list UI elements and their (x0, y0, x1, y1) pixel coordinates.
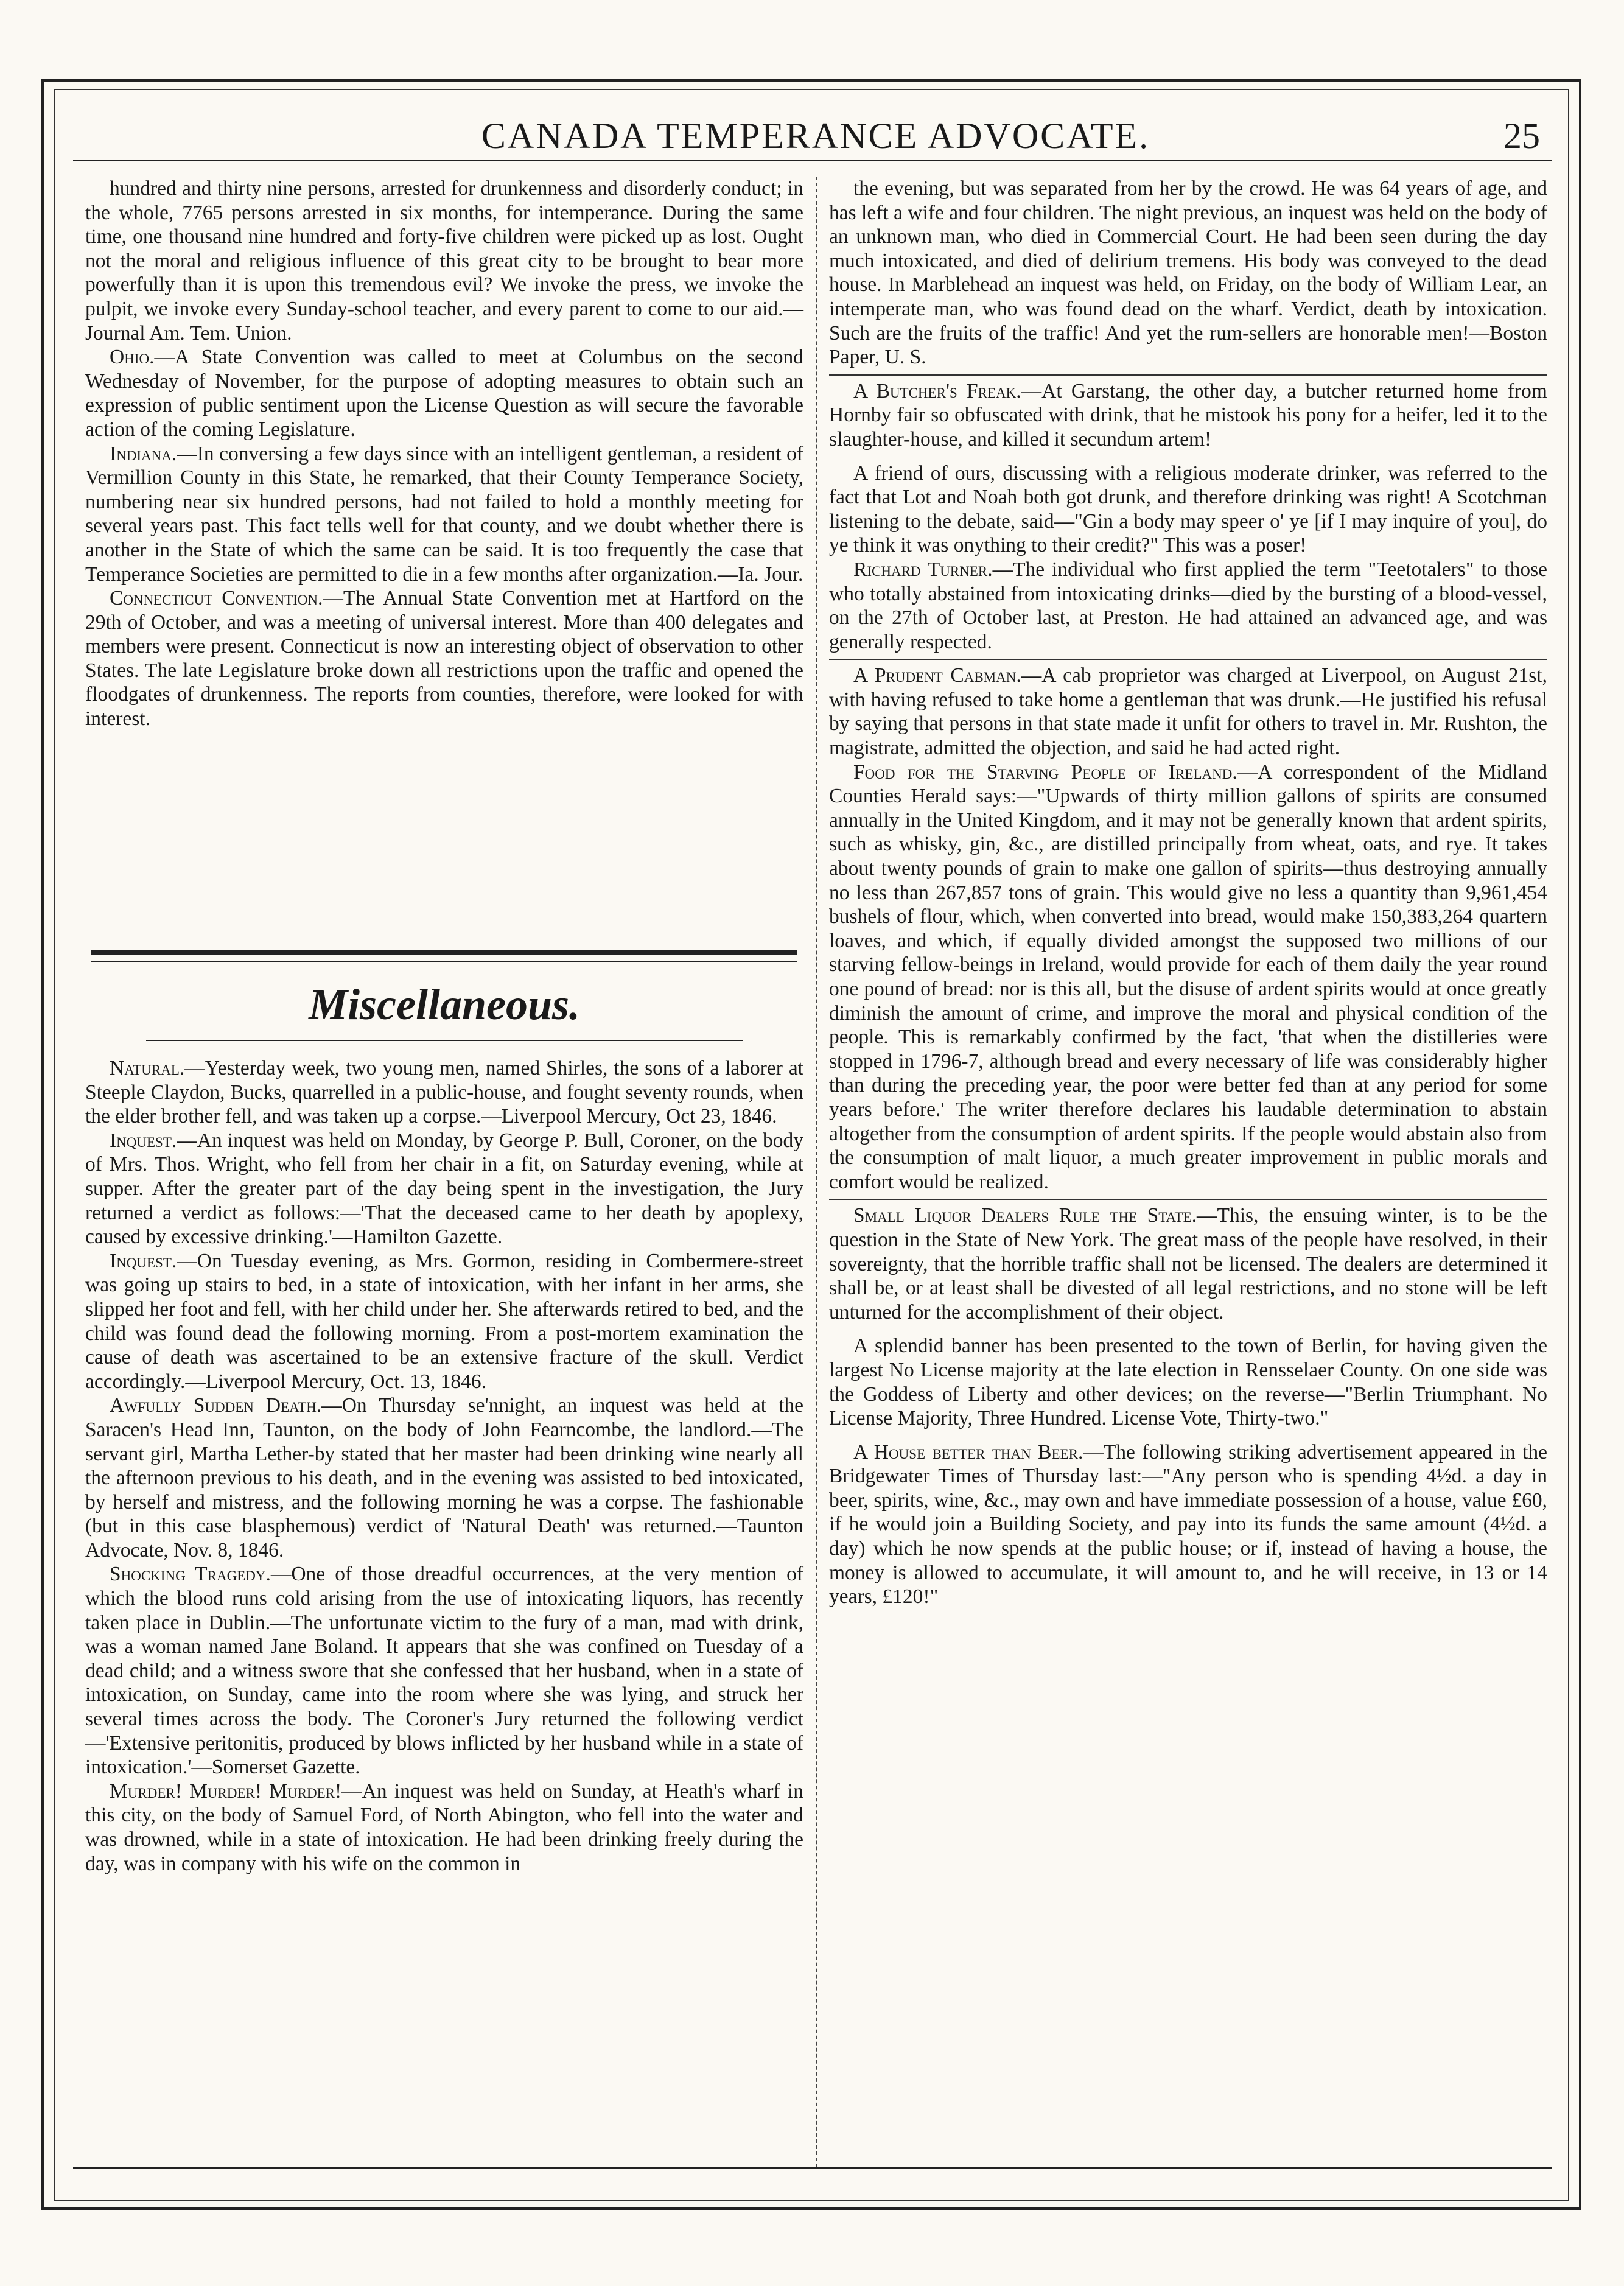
article-text: Yesterday week, two young men, named Shirles, the sons of a laborer at Steeple Claydon, Bucks, quarrelled in a public-house, and fought seventy rounds, when the elder brother fell, and was taken up a corpse.—Liverpool Mercury, Oct 23, 1846. (85, 1057, 803, 1128)
heading-underline (146, 1040, 743, 1041)
article-paragraph (85, 586, 803, 731)
article-text: the evening, but was separated from her by the crowd. He was 64 years of age, and has left a wife and four children. The night previous, an inquest was held on the body of an unknown man, who died in Commercial Court. He had been seen during the day much intoxicated, and died of delirium tremens. His body was conveyed to the dead house. In Marblehead an inquest was held, on Friday, on the body of William Lear, an intemperate man, who was found dead on the wharf. Verdict, death by intoxication. Such are the fruits of the traffic! And yet the rum-sellers are honorable men!—Boston Paper, U. S. (829, 177, 1547, 369)
header-rule (73, 160, 1552, 161)
footer-rule (73, 2167, 1552, 2169)
article-lead: Food for the Starving People of Ireland.— (853, 760, 1258, 784)
article-paragraph (829, 1440, 1547, 1609)
article-text: An inquest was held on Monday, by George P. Bull, Coroner, on the body of Mrs. Thos. Wright, who fell from her chair in a fit, on Saturday evening, while at supper. After the greater part of the day being spent in the investigation, the Jury returned a verdict as follows:—'That the deceased came to her death by apoplexy, caused by excessive drinking.'—Hamilton Gazette. (85, 1129, 803, 1249)
article-separator (829, 1199, 1547, 1200)
article-text: In conversing a few days since with an intelligent gentleman, a resident of Vermillion County in this State, he remarked, that their County Temperance Society, numbering near six hundred persons, had not failed to hold a monthly meeting for several years past. This fact tells well for that county, and we doubt whether there is another in the State of which the same can be said. It is too frequently the case that Temperance Societies are permitted to die in a few months after organization.—Ia. Jour. (85, 442, 803, 586)
article-text: A friend of ours, discussing with a religious moderate drinker, was referred to the fact that Lot and Noah both got drunk, and therefore drinking was right! A Scotchman listening to the debate, said—"Gin a body may speer o' ye [if I may inquire of you], do ye think it was onything to their credit?" This was a poser! (829, 461, 1547, 557)
article-paragraph (85, 345, 803, 441)
left-column-lower (85, 1056, 803, 1876)
article-paragraph (85, 1249, 803, 1394)
article-lead: Inquest.— (110, 1249, 197, 1272)
article-lead: Inquest.— (110, 1129, 197, 1152)
article-paragraph (85, 1056, 803, 1129)
article-lead: A Prudent Cabman.— (853, 664, 1042, 687)
article-paragraph (829, 379, 1547, 452)
article-paragraph (829, 1204, 1547, 1324)
article-separator (829, 659, 1547, 660)
article-lead: Small Liquor Dealers Rule the State.— (853, 1204, 1217, 1227)
article-text: At Garstang, the other day, a butcher returned home from Hornby fair so obfuscated with drink, that he mistook his pony for a heifer, led it to the slaughter-house, and killed it secundum artem! (829, 379, 1547, 451)
article-paragraph (829, 1334, 1547, 1430)
article-text: The individual who first applied the term "Teetotalers" to those who totally abstained from intoxicating drinks—died by the bursting of a blood-vessel, on the 27th of October last, at Preston. He had attained an advanced age, and was generally respected. (829, 558, 1547, 653)
article-lead: Murder! Murder! Murder!— (110, 1779, 362, 1803)
article-text: A splendid banner has been presented to the town of Berlin, for having given the largest No License majority at the late election in Rensselaer County. On one side was the Goddess of Liberty and other devices; on the reverse—"Berlin Triumphant. No License Majority, Three Hundred. License Vote, Thirty-two." (829, 1334, 1547, 1430)
section-heading: Miscellaneous. (308, 980, 581, 1029)
article-text: On Tuesday evening, as Mrs. Gormon, residing in Combermere-street was going up stairs to bed, in a state of intoxication, with her infant in her arms, she slipped her foot and fell, with her child under her. She afterwards retired to bed, and the child was found dead the following morning. From a post-mortem examination the cause of death was ascertained to be an extensive fracture of the skull. Verdict accordingly.—Liverpool Mercury, Oct. 13, 1846. (85, 1249, 803, 1393)
article-lead: A Butcher's Freak.— (853, 379, 1042, 402)
article-lead: Awfully Sudden Death.— (110, 1394, 342, 1417)
article-lead: Shocking Tragedy.— (110, 1563, 292, 1586)
article-text: On Thursday se'nnight, an inquest was held at the Saracen's Head Inn, Taunton, on the body of John Fearncombe, the landlord.—The servant girl, Martha Lether-by stated that her master had been drinking wine nearly all the afternoon previous to his death, and in the evening was assisted to bed intoxicated, by herself and mistress, and the following morning he was a corpse. The fashionable (but in this case blasphemous) verdict of 'Natural Death' was returned.—Taunton Advocate, Nov. 8, 1846. (85, 1394, 803, 1562)
article-lead: A House better than Beer.— (853, 1440, 1104, 1464)
article-paragraph (85, 1779, 803, 1876)
article-paragraph (85, 177, 803, 345)
right-column (829, 177, 1547, 1609)
article-paragraph (85, 1562, 803, 1779)
article-text: The following striking advertisement appeared in the Bridgewater Times of Thursday last:—"Any person who is spending 4½d. a day in beer, spirits, wine, &c., may own and have immediate possession of a house, value £60, if he would join a Building Society, and pay into its funds the same amount (4½d. a day) which he now spends at the public house; or if, instead of having a house, the money is allowed to accumulate, it will amount to, and he will receive, in 13 or 14 years, £120!" (829, 1440, 1548, 1608)
article-lead: Ohio.— (110, 346, 175, 369)
article-text: A correspondent of the Midland Counties Herald says:—"Upwards of thirty million gallons of spirits are consumed annually in the United Kingdom, and it may not be generally known that ardent spirits, such as whisky, gin, &c., are distilled principally from wheat, oats, and rye. It takes about twenty pounds of grain to make one gallon of spirits—thus destroying annually no less than 267,857 tons of grain. This would give no less a quantity than 9,961,454 bushels of flour, which, when converted into bread, would make 150,383,264 quartern loaves, and which, if equally divided amongst the supposed two millions of our starving fellow-beings in Ireland, would provide for each of them daily the year round one pound of bread: nor is this all, but the disuse of ardent spirits would at once greatly diminish the amount of crime, and improve the moral and physical condition of the people. This is remarkably confirmed by the fact, 'that when the distilleries were stopped in 1796-7, although bread and every necessary of life was considerably higher than during the preceding year, the poor were better fed than at any period for some years before.' The writer therefore declares his laudable determination to abstain altogether from the consumption of ardent spirits. If the people would abstain also from the consumption of malt liquor, a much greater improvement in public morals and comfort would be realized. (829, 760, 1547, 1193)
article-paragraph (829, 664, 1547, 760)
article-text: A State Convention was called to meet at Columbus on the second Wednesday of November, for the purpose of adopting measures to obtain such an expression of public sentiment upon the License Question as will secure the favorable action of the coming Legislature. (85, 346, 803, 441)
article-text: A cab proprietor was charged at Liverpool, on August 21st, with having refused to take home a gentleman that was drunk.—He justified his refusal by saying that persons in that state made it unfit for others to travel in. Mr. Rushton, the magistrate, admitted the objection, and said he had acted right. (829, 664, 1547, 760)
article-separator (829, 374, 1547, 376)
running-header (73, 108, 1558, 163)
article-text: The Annual State Convention met at Hartford on the 29th of October, and was a meeting of universal interest. More than 400 delegates and members were present. Connecticut is now an interesting object of observation to other States. The late Legislature broke down all restrictions upon the traffic and opened the floodgates of drunkenness. The reports from counties, therefore, were looked for with interest. (85, 587, 803, 731)
article-paragraph (829, 558, 1547, 654)
article-text: This, the ensuing winter, is to be the question in the State of New York. The great mass of the people have resolved, in their sovereignty, that the horrible traffic shall not be licensed. The dealers are determined it shall be, or at least shall be divested of all legal restrictions, and no stone will be left unturned for the accomplishment of their object. (829, 1204, 1547, 1324)
section-rule-thin (91, 961, 797, 962)
article-paragraph (829, 760, 1547, 1194)
section-rule-thick (91, 950, 797, 955)
left-column-upper (85, 177, 803, 731)
article-lead: Connecticut Convention.— (110, 587, 343, 610)
article-paragraph (829, 177, 1547, 370)
article-text: An inquest was held on Sunday, at Heath's wharf in this city, on the body of Samuel Ford, of North Abington, who fell into the water and was drowned, while in a state of intoxication. He had been drinking freely during the day, was in company with his wife on the common in (85, 1779, 803, 1875)
masthead-title: CANADA TEMPERANCE ADVOCATE. (481, 116, 1150, 156)
article-text: hundred and thirty nine persons, arrested for drunkenness and disorderly conduct; in the whole, 7765 persons arrested in six months, for intemperance. During the same time, one thousand nine hundred and forty-five children were picked up as lost. Ought not the moral and religious influence of this great city to be brought to bear more powerfully than it is upon this tremendous evil? We invoke the press, we invoke the pulpit, we invoke every Sunday-school teacher, and every parent to come to our aid.—Journal Am. Tem. Union. (85, 177, 803, 345)
article-paragraph (829, 461, 1547, 558)
article-lead: Indiana.— (110, 442, 197, 465)
page-number: 25 (1503, 116, 1540, 156)
article-lead: Natural.— (110, 1057, 205, 1079)
article-paragraph (85, 442, 803, 587)
article-lead: Richard Turner.— (853, 558, 1013, 581)
column-divider (816, 177, 817, 2167)
article-paragraph (85, 1129, 803, 1249)
article-text: One of those dreadful occurrences, at the very mention of which the blood runs cold arising from the use of intoxicating liquors, has recently taken place in Dublin.—The unfortunate victim to the fury of a man, mad with drink, was a woman named Jane Boland. It appears that she was confined on Tuesday of a dead child; and a witness swore that she confessed that her husband, when in a state of intoxication, on Sunday, came into the room where she was lying, and struck her several times across the body. The Coroner's Jury returned the following verdict—'Extensive peritonitis, produced by blows inflicted by her husband while in a state of intoxication.'—Somerset Gazette. (85, 1563, 803, 1779)
article-paragraph (85, 1394, 803, 1562)
